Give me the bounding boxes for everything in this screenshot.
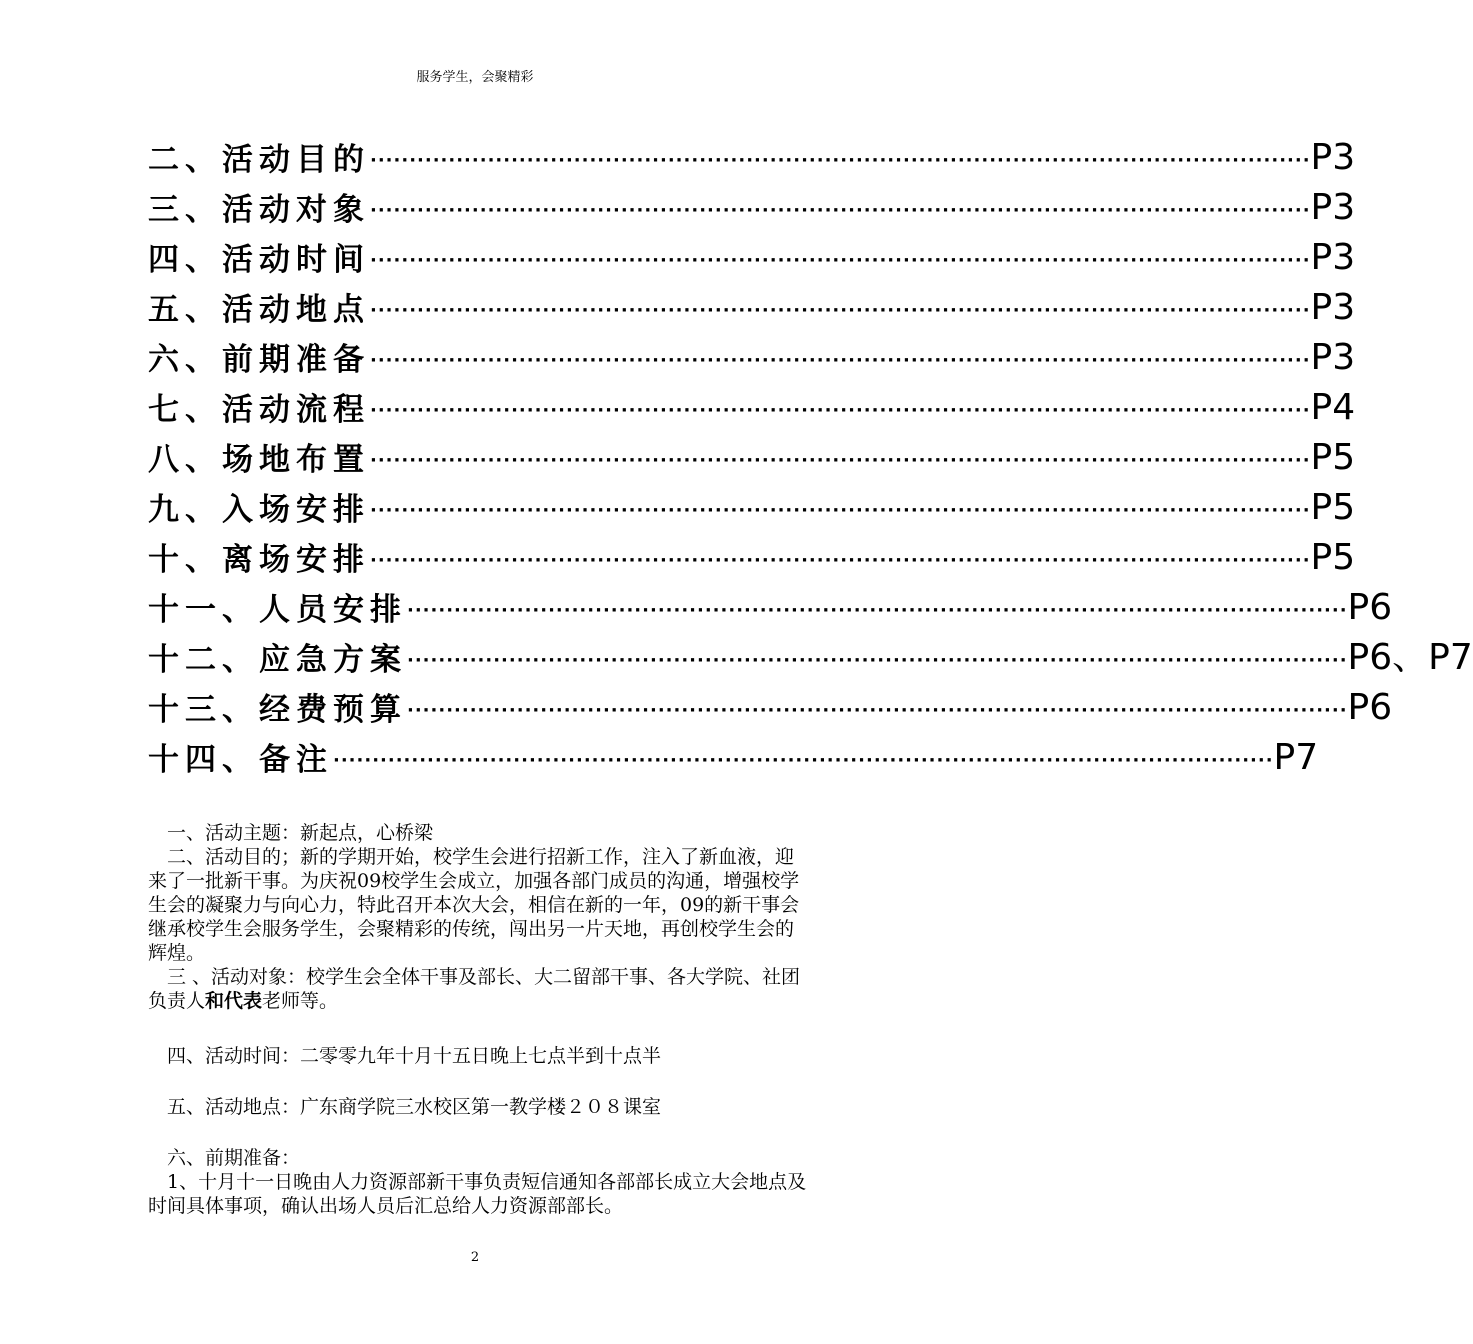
toc-entry-title: 十四、备注 [148,742,333,778]
section-theme [148,821,812,1013]
toc-leader-dots: ························································································································ [370,450,1311,471]
page-header: 服务学生，会聚精彩 [416,70,534,85]
toc-entry-title: 三、活动对象 [148,192,370,228]
toc-leader-dots: ························································································································ [333,750,1274,771]
toc-entry-title: 十、离场安排 [148,542,370,578]
toc-entry [148,326,1356,378]
toc-entry-page: P4 [1310,387,1356,428]
toc-entry-page: P7 [1273,737,1319,778]
toc-leader-dots: ························································································································ [407,600,1348,621]
toc-entry-page: P6 [1347,587,1393,628]
section-label: 五、活动地点： [167,1096,301,1118]
section-text: 新的学期开始，校学生会进行招新工作，注入了新血液，迎来了一批新干事。为庆祝09校学生会成立，加强各部门成员的沟通，增强校学生会的凝聚力与向心力，特此召开本次大会，相信在新的一年，09的新干事会继承校学生会服务学生，会聚精彩的传统，闯出另一片天地，再创校学生会的辉煌。 [148,846,800,964]
toc-leader-dots: ························································································································ [370,300,1311,321]
toc-entry-page: P3 [1310,187,1356,228]
toc-entry [148,376,1356,428]
toc-leader-dots: ························································································································ [407,650,1348,671]
toc-entry-page: P3 [1310,287,1356,328]
toc-leader-dots: ························································································································ [370,200,1311,221]
section-place [148,1095,812,1119]
toc-entry-title: 五、活动地点 [148,292,370,328]
toc-entry [148,226,1356,278]
section-text: 老师等。 [262,990,339,1012]
toc-leader-dots: ························································································································ [370,500,1311,521]
toc-entry-page: P3 [1310,337,1356,378]
toc-entry-title: 四、活动时间 [148,242,370,278]
section-text: 1、十月十一日晚由人力资源部新干事负责短信通知各部部长成立大会地点及时间具体事项，确认出场人员后汇总给人力资源部部长。 [148,1171,807,1217]
toc-entry [148,176,1356,228]
section-text: 广东商学院三水校区第一教学楼２０８课室 [300,1096,662,1118]
section-text: 新起点，心桥梁 [300,822,434,844]
toc-entry-title: 九、入场安排 [148,492,370,528]
toc-leader-dots: ························································································································ [370,400,1311,421]
toc-entry-title: 七、活动流程 [148,392,370,428]
toc-entry-title: 六、前期准备 [148,342,370,378]
section-label: 六、前期准备： [167,1147,301,1169]
toc-entry-page: P5 [1310,437,1356,478]
toc-entry-title: 十三、经费预算 [148,692,407,728]
toc-entry [148,476,1356,528]
section-label: 一、活动主题： [167,822,301,844]
toc-entry-title: 八、场地布置 [148,442,370,478]
toc-entry-title: 十二、应急方案 [148,642,407,678]
toc-entry-page: P5 [1310,537,1356,578]
toc-entry-page: P6 [1347,687,1393,728]
toc-entry [148,426,1356,478]
table-of-contents [148,126,1473,778]
toc-entry-page: P6、P7 [1347,637,1473,678]
section-time [148,1044,812,1068]
toc-leader-dots: ························································································································ [407,700,1348,721]
section-label: 四、活动时间： [167,1045,301,1067]
page-number: 2 [470,1250,480,1265]
toc-leader-dots: ························································································································ [370,350,1311,371]
toc-leader-dots: ························································································································ [370,550,1311,571]
section-prep [148,1146,812,1218]
section-text-bold: 和代表 [205,990,263,1012]
toc-entry [148,626,1473,678]
toc-entry-page: P5 [1310,487,1356,528]
toc-entry-page: P3 [1310,137,1356,178]
toc-leader-dots: ························································································································ [370,150,1311,171]
section-label: 三 、活动对象： [167,966,307,988]
toc-entry [148,676,1393,728]
toc-entry-title: 十一、人员安排 [148,592,407,628]
toc-entry [148,726,1319,778]
toc-entry [148,126,1356,178]
toc-entry-page: P3 [1310,237,1356,278]
section-text: 校学生会全体干事及部长、大二留部干事、各大学院、社团负责人 [148,966,801,1012]
section-label: 二、活动目的； [167,846,301,868]
toc-entry [148,576,1393,628]
toc-entry [148,526,1356,578]
toc-entry [148,276,1356,328]
toc-leader-dots: ························································································································ [370,250,1311,271]
section-text: 二零零九年十月十五日晚上七点半到十点半 [300,1045,662,1067]
toc-entry-title: 二、活动目的 [148,142,370,178]
